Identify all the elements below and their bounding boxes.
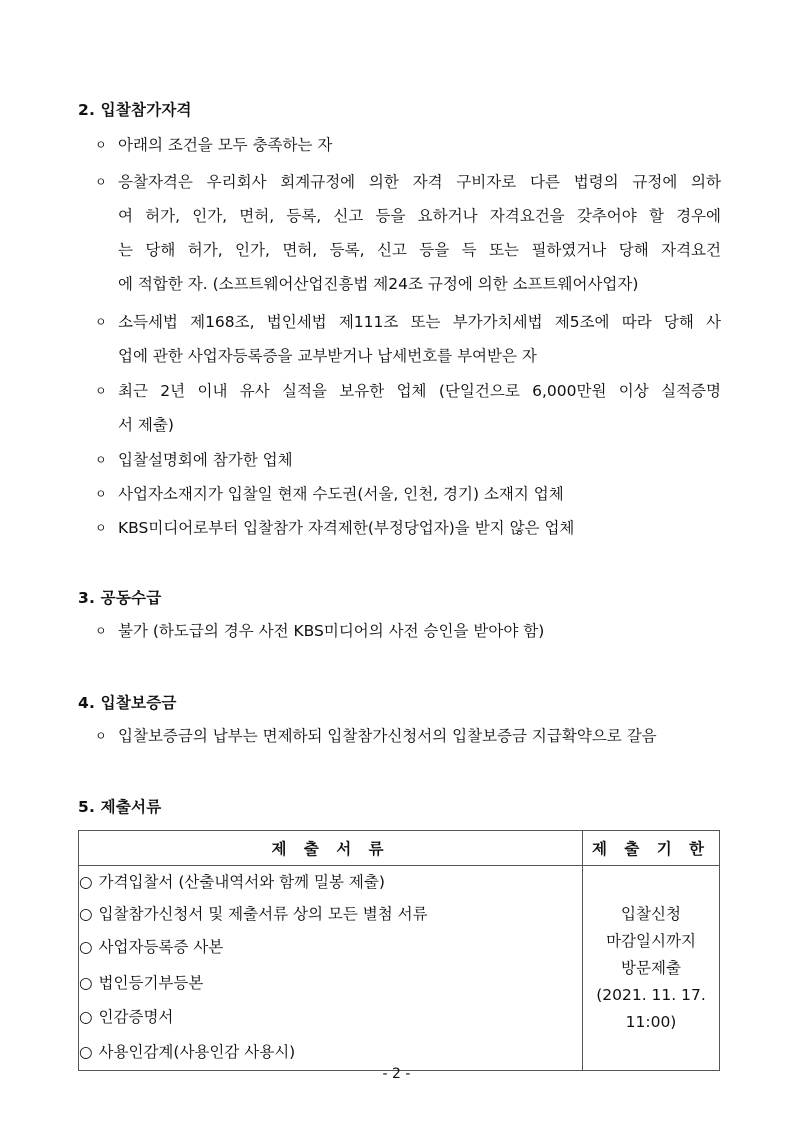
bullet-text: 사업자소재지가 입찰일 현재 수도권(서울, 인천, 경기) 소재지 업체: [118, 485, 564, 503]
list-item: [95, 477, 721, 511]
list-item: [95, 511, 721, 545]
bullet-text: 최근 2년 이내 유사 실적을 보유한 업체 (단일건으로 6,000만원 이상 실적증명: [118, 382, 721, 400]
bullet-marker: ㅇ: [95, 175, 107, 189]
deadline-line: 입찰신청: [621, 904, 681, 923]
circle-icon: ○: [79, 1043, 93, 1061]
list-item: [95, 614, 721, 648]
document-name: 사용인감계(사용인감 사용시): [98, 1043, 296, 1061]
circle-icon: ○: [79, 1008, 93, 1026]
bullet-text: KBS미디어로부터 입찰참가 자격제한(부정당업자)을 받지 않은 업체: [118, 519, 575, 537]
bullet-text: 업에 관한 사업자등록증을 교부받거나 납세번호를 부여받은 자: [118, 347, 537, 365]
bullet-marker: ㅇ: [95, 624, 107, 638]
documents-cell: [79, 866, 583, 1071]
section-heading-eligibility: 2. 입찰참가자격: [78, 101, 192, 119]
bullet-text: 입찰설명회에 참가한 업체: [118, 451, 293, 469]
documents-table: [78, 830, 720, 1071]
list-item: [79, 1034, 582, 1070]
deadline-line: (2021. 11. 17.: [596, 985, 706, 1004]
list-item: [79, 899, 582, 929]
deadline-line: 마감일시까지: [606, 931, 696, 950]
bullet-text: 는 당해 허가, 인가, 면허, 등록, 신고 등을 득 또는 필하였거나 당해 자격요건: [118, 241, 721, 259]
circle-icon: ○: [79, 873, 93, 891]
deadline-line: 11:00): [625, 1012, 677, 1031]
deadline-line: 방문제출: [621, 958, 681, 977]
document-name: 인감증명서: [98, 1008, 174, 1026]
bullet-text: 불가 (하도급의 경우 사전 KBS미디어의 사전 승인을 받아야 함): [118, 622, 545, 640]
page-number: - 2 -: [382, 1066, 411, 1082]
bullet-marker: ㅇ: [95, 453, 107, 467]
section-heading-documents: 5. 제출서류: [78, 798, 162, 816]
list-item: [95, 719, 721, 753]
list-item: [79, 929, 582, 966]
document-name: 입찰참가신청서 및 제출서류 상의 모든 별첨 서류: [98, 905, 428, 923]
list-item: [79, 866, 582, 899]
bullet-text: 소득세법 제168조, 법인세법 제111조 또는 부가가치세법 제5조에 따라 당해 사: [118, 313, 721, 331]
document-name: 법인등기부등본: [98, 974, 204, 992]
bullet-text: 여 허가, 인가, 면허, 등록, 신고 등을 요하거나 자격요건을 갖추어야 할 경우에: [118, 207, 721, 225]
bullet-text: 아래의 조건을 모두 충족하는 자: [118, 136, 333, 154]
bullet-marker: ㅇ: [95, 487, 107, 501]
bullet-marker: ㅇ: [95, 138, 107, 152]
deadline-cell: [583, 866, 720, 1071]
section-heading-joint-contract: 3. 공동수급: [78, 589, 162, 607]
bullet-text: 서 제출): [118, 416, 174, 434]
bullet-text: 응찰자격은 우리회사 회계규정에 의한 자격 구비자로 다른 법령의 규정에 의하: [118, 173, 721, 191]
bullet-marker: ㅇ: [95, 315, 107, 329]
circle-icon: ○: [79, 905, 93, 923]
table-header-row: [79, 831, 720, 866]
circle-icon: ○: [79, 938, 93, 956]
table-header-documents: 제 출 서 류: [79, 831, 583, 866]
list-item: [95, 305, 721, 373]
list-item: [95, 128, 721, 162]
circle-icon: ○: [79, 974, 93, 992]
list-item: [79, 966, 582, 1001]
table-row: [79, 866, 720, 1071]
bullet-text: 에 적합한 자. (소프트웨어산업진흥법 제24조 규정에 의한 소프트웨어사업자): [118, 275, 639, 293]
list-item: [79, 1001, 582, 1034]
document-name: 사업자등록증 사본: [98, 938, 224, 956]
bullet-text: 입찰보증금의 납부는 면제하되 입찰참가신청서의 입찰보증금 지급확약으로 갈음: [118, 727, 657, 745]
document-name: 가격입찰서 (산출내역서와 함께 밀봉 제출): [98, 873, 385, 891]
list-item: [95, 165, 721, 301]
bullet-marker: ㅇ: [95, 521, 107, 535]
table-header-deadline: 제 출 기 한: [583, 831, 720, 866]
bullet-marker: ㅇ: [95, 729, 107, 743]
bullet-marker: ㅇ: [95, 384, 107, 398]
list-item: [95, 443, 721, 477]
list-item: [95, 374, 721, 442]
section-heading-bid-bond: 4. 입찰보증금: [78, 694, 177, 712]
